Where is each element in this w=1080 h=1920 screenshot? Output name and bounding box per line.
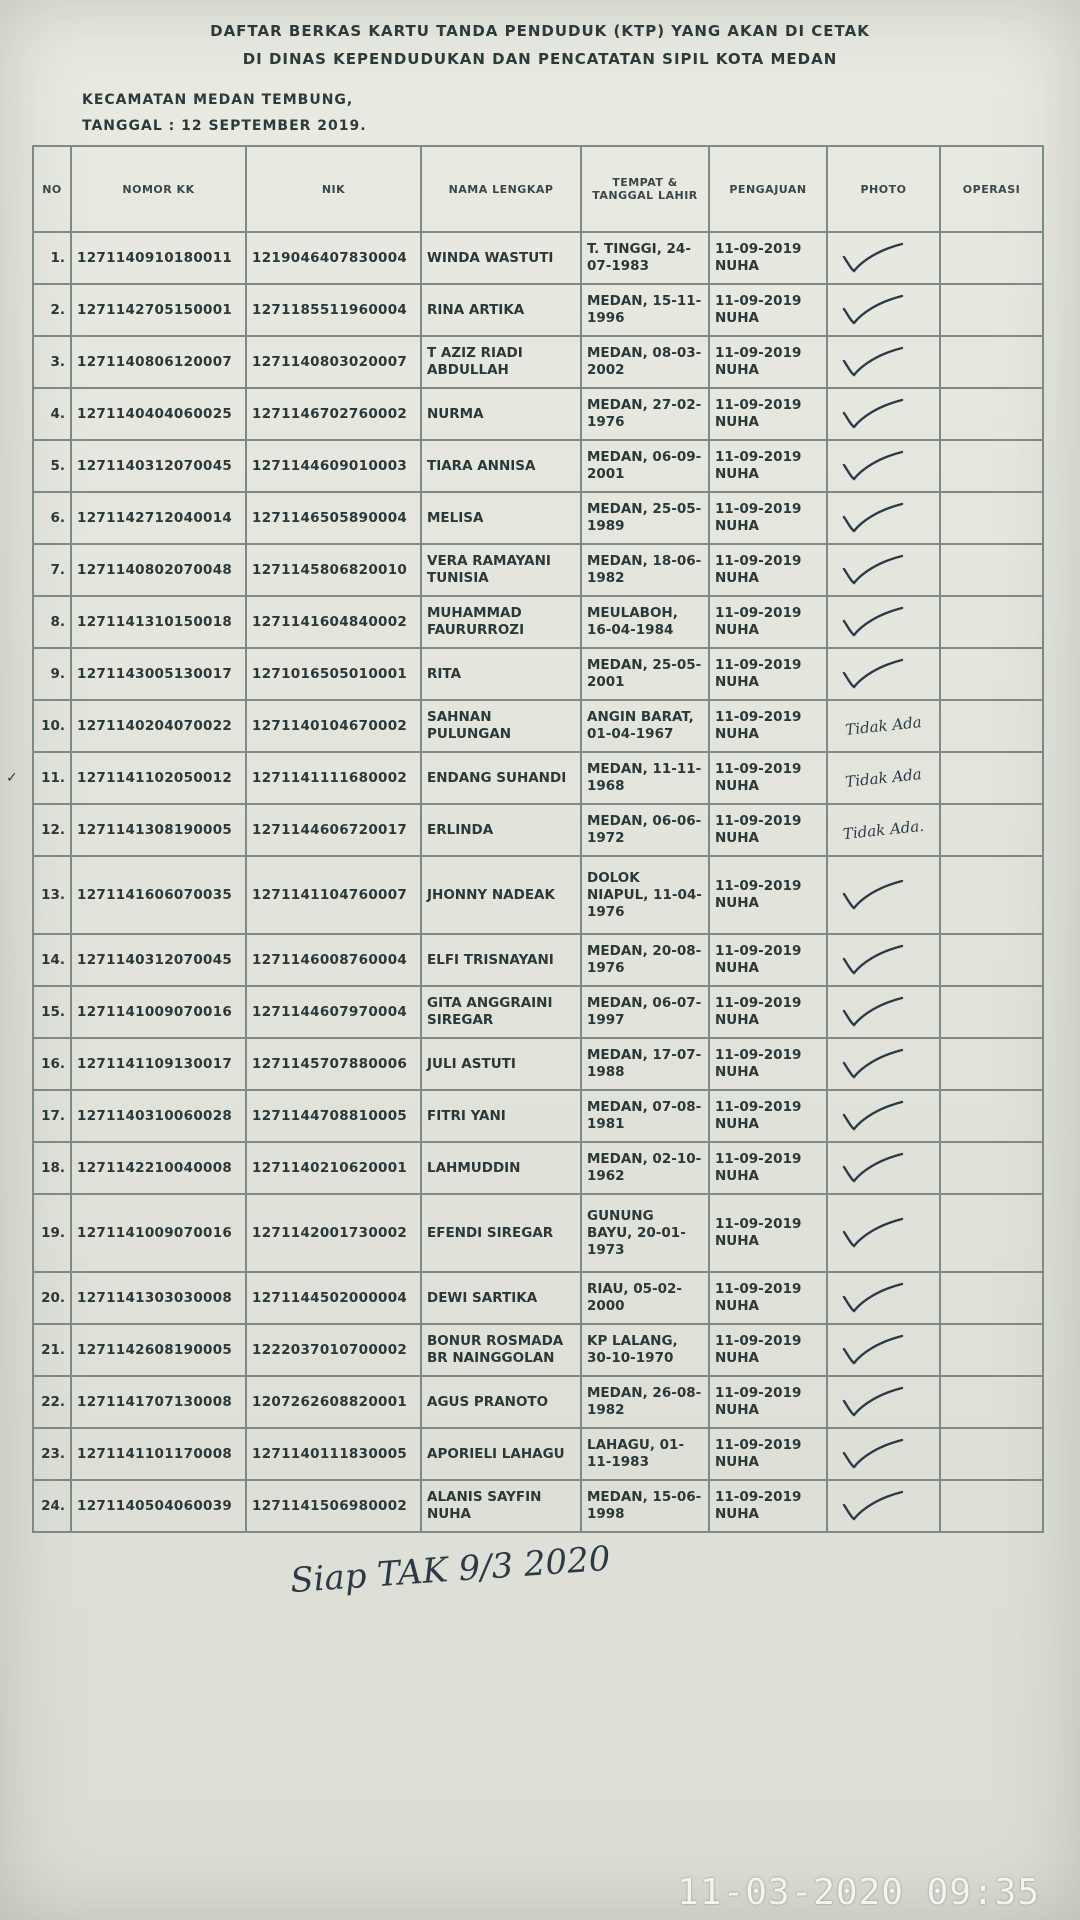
table-row — [33, 648, 1043, 700]
cell-ttl: DOLOK NIAPUL, 11-04-1976 — [581, 856, 709, 934]
cell-photo — [827, 1038, 940, 1090]
cell-no: 9. — [33, 648, 71, 700]
cell-nama: MUHAMMAD FAURURROZI — [421, 596, 581, 648]
checkmark-icon — [838, 553, 908, 587]
cell-nik: 1271141104760007 — [246, 856, 421, 934]
cell-photo — [827, 336, 940, 388]
cell-pengajuan: 11-09-2019 NUHA — [709, 856, 827, 934]
cell-nik: 1271140210620001 — [246, 1142, 421, 1194]
cell-photo — [827, 934, 940, 986]
cell-nomor-kk: 1271142608190005 — [71, 1324, 246, 1376]
checkmark-icon — [838, 1151, 908, 1185]
cell-nama: DEWI SARTIKA — [421, 1272, 581, 1324]
cell-pengajuan: 11-09-2019 NUHA — [709, 1038, 827, 1090]
cell-photo — [827, 1090, 940, 1142]
checkmark-icon — [838, 1333, 908, 1367]
cell-nama: ALANIS SAYFIN NUHA — [421, 1480, 581, 1532]
table-row — [33, 1324, 1043, 1376]
cell-photo — [827, 804, 940, 856]
cell-pengajuan: 11-09-2019 NUHA — [709, 1428, 827, 1480]
registry-table — [32, 145, 1044, 1533]
table-row — [33, 1376, 1043, 1428]
table-row — [33, 856, 1043, 934]
cell-no: 22. — [33, 1376, 71, 1428]
cell-pengajuan: 11-09-2019 NUHA — [709, 986, 827, 1038]
checkmark-icon — [838, 449, 908, 483]
checkmark-icon — [838, 995, 908, 1029]
cell-no: 21. — [33, 1324, 71, 1376]
cell-nomor-kk: 1271141310150018 — [71, 596, 246, 648]
cell-no: 1. — [33, 232, 71, 284]
cell-nama: RITA — [421, 648, 581, 700]
cell-nik: 1207262608820001 — [246, 1376, 421, 1428]
table-row — [33, 1272, 1043, 1324]
cell-operasi — [940, 232, 1043, 284]
cell-nik: 1271146008760004 — [246, 934, 421, 986]
cell-no: 19. — [33, 1194, 71, 1272]
cell-photo — [827, 1428, 940, 1480]
cell-ttl: MEDAN, 08-03-2002 — [581, 336, 709, 388]
cell-nomor-kk: 1271141102050012 — [71, 752, 246, 804]
cell-nama: VERA RAMAYANI TUNISIA — [421, 544, 581, 596]
cell-operasi — [940, 752, 1043, 804]
checkmark-icon — [838, 501, 908, 535]
cell-no: 12. — [33, 804, 71, 856]
cell-no: 14. — [33, 934, 71, 986]
table-row — [33, 388, 1043, 440]
cell-operasi — [940, 1324, 1043, 1376]
cell-operasi — [940, 1090, 1043, 1142]
cell-no: 8. — [33, 596, 71, 648]
cell-photo — [827, 492, 940, 544]
cell-ttl: MEDAN, 17-07-1988 — [581, 1038, 709, 1090]
table-header-row — [33, 146, 1043, 232]
cell-nama: WINDA WASTUTI — [421, 232, 581, 284]
cell-operasi — [940, 648, 1043, 700]
cell-nik: 1271140104670002 — [246, 700, 421, 752]
cell-photo — [827, 752, 940, 804]
margin-tick-mark: ✓ — [6, 770, 18, 786]
cell-pengajuan: 11-09-2019 NUHA — [709, 1194, 827, 1272]
cell-operasi — [940, 934, 1043, 986]
cell-nik: 1271144606720017 — [246, 804, 421, 856]
cell-pengajuan: 11-09-2019 NUHA — [709, 440, 827, 492]
col-header-nomor-kk: NOMOR KK — [71, 146, 246, 232]
cell-operasi — [940, 336, 1043, 388]
cell-photo — [827, 1272, 940, 1324]
cell-nik: 1271142001730002 — [246, 1194, 421, 1272]
cell-nomor-kk: 1271141009070016 — [71, 986, 246, 1038]
cell-nik: 1271016505010001 — [246, 648, 421, 700]
cell-nik: 1271144502000004 — [246, 1272, 421, 1324]
cell-pengajuan: 11-09-2019 NUHA — [709, 1376, 827, 1428]
cell-nama: TIARA ANNISA — [421, 440, 581, 492]
cell-pengajuan: 11-09-2019 NUHA — [709, 1142, 827, 1194]
cell-pengajuan: 11-09-2019 NUHA — [709, 648, 827, 700]
cell-operasi — [940, 1038, 1043, 1090]
cell-photo — [827, 856, 940, 934]
table-row — [33, 986, 1043, 1038]
photo-status-note: Tidak Ada. — [842, 816, 925, 843]
cell-nik: 1271141506980002 — [246, 1480, 421, 1532]
col-header-nama: NAMA LENGKAP — [421, 146, 581, 232]
cell-ttl: MEDAN, 02-10-1962 — [581, 1142, 709, 1194]
cell-operasi — [940, 1272, 1043, 1324]
photo-status-note: Tidak Ada — [844, 764, 923, 791]
cell-pengajuan: 11-09-2019 NUHA — [709, 934, 827, 986]
cell-ttl: LAHAGU, 01-11-1983 — [581, 1428, 709, 1480]
cell-nik: 1271140803020007 — [246, 336, 421, 388]
checkmark-icon — [838, 943, 908, 977]
cell-nik: 1271145806820010 — [246, 544, 421, 596]
checkmark-icon — [838, 397, 908, 431]
checkmark-icon — [838, 605, 908, 639]
checkmark-icon — [838, 1281, 908, 1315]
cell-nik: 1271144708810005 — [246, 1090, 421, 1142]
cell-pengajuan: 11-09-2019 NUHA — [709, 700, 827, 752]
cell-photo — [827, 232, 940, 284]
cell-nomor-kk: 1271142712040014 — [71, 492, 246, 544]
cell-nik: 1271144609010003 — [246, 440, 421, 492]
cell-pengajuan: 11-09-2019 NUHA — [709, 1090, 827, 1142]
cell-operasi — [940, 986, 1043, 1038]
cell-nomor-kk: 1271142705150001 — [71, 284, 246, 336]
cell-nomor-kk: 1271140910180011 — [71, 232, 246, 284]
cell-operasi — [940, 856, 1043, 934]
cell-ttl: GUNUNG BAYU, 20-01-1973 — [581, 1194, 709, 1272]
cell-pengajuan: 11-09-2019 NUHA — [709, 596, 827, 648]
cell-nik: 1271146505890004 — [246, 492, 421, 544]
checkmark-icon — [838, 345, 908, 379]
cell-nik: 1222037010700002 — [246, 1324, 421, 1376]
cell-no: 18. — [33, 1142, 71, 1194]
document-title: DAFTAR BERKAS KARTU TANDA PENDUDUK (KTP) YANG AKAN DI CETAK — [210, 22, 870, 40]
table-row — [33, 804, 1043, 856]
cell-ttl: MEDAN, 27-02-1976 — [581, 388, 709, 440]
cell-operasi — [940, 544, 1043, 596]
cell-nomor-kk: 1271141101170008 — [71, 1428, 246, 1480]
cell-ttl: ANGIN BARAT, 01-04-1967 — [581, 700, 709, 752]
cell-photo — [827, 1142, 940, 1194]
cell-nomor-kk: 1271143005130017 — [71, 648, 246, 700]
cell-ttl: MEDAN, 15-11-1996 — [581, 284, 709, 336]
cell-nik: 1271146702760002 — [246, 388, 421, 440]
photo-timestamp: 11-03-2020 09:35 — [677, 1872, 1040, 1913]
col-header-ttl: TEMPAT & TANGGAL LAHIR — [581, 146, 709, 232]
cell-ttl: MEDAN, 06-09-2001 — [581, 440, 709, 492]
cell-nama: GITA ANGGRAINI SIREGAR — [421, 986, 581, 1038]
checkmark-icon — [838, 1385, 908, 1419]
cell-photo — [827, 440, 940, 492]
table-row — [33, 232, 1043, 284]
cell-operasi — [940, 804, 1043, 856]
cell-operasi — [940, 700, 1043, 752]
checkmark-icon — [838, 1047, 908, 1081]
cell-nomor-kk: 1271140310060028 — [71, 1090, 246, 1142]
cell-nik: 1271141604840002 — [246, 596, 421, 648]
cell-nama: MELISA — [421, 492, 581, 544]
cell-no: 7. — [33, 544, 71, 596]
cell-nama: SAHNAN PULUNGAN — [421, 700, 581, 752]
handwritten-note: Siap TAK 9/3 2020 — [288, 1538, 612, 1602]
cell-operasi — [940, 492, 1043, 544]
cell-no: 23. — [33, 1428, 71, 1480]
cell-nomor-kk: 1271141308190005 — [71, 804, 246, 856]
cell-operasi — [940, 1480, 1043, 1532]
cell-ttl: T. TINGGI, 24-07-1983 — [581, 232, 709, 284]
cell-no: 6. — [33, 492, 71, 544]
cell-nama: FITRI YANI — [421, 1090, 581, 1142]
cell-no: 10. — [33, 700, 71, 752]
cell-nomor-kk: 1271140204070022 — [71, 700, 246, 752]
checkmark-icon — [838, 293, 908, 327]
cell-pengajuan: 11-09-2019 NUHA — [709, 1272, 827, 1324]
cell-operasi — [940, 440, 1043, 492]
cell-nama: ERLINDA — [421, 804, 581, 856]
table-row — [33, 1038, 1043, 1090]
cell-no: 17. — [33, 1090, 71, 1142]
cell-ttl: MEDAN, 07-08-1981 — [581, 1090, 709, 1142]
cell-nomor-kk: 1271142210040008 — [71, 1142, 246, 1194]
checkmark-icon — [838, 241, 908, 275]
cell-nomor-kk: 1271141009070016 — [71, 1194, 246, 1272]
cell-operasi — [940, 596, 1043, 648]
cell-no: 20. — [33, 1272, 71, 1324]
cell-pengajuan: 11-09-2019 NUHA — [709, 752, 827, 804]
cell-ttl: MEDAN, 11-11-1968 — [581, 752, 709, 804]
cell-nomor-kk: 1271140806120007 — [71, 336, 246, 388]
table-row — [33, 284, 1043, 336]
cell-nik: 1271140111830005 — [246, 1428, 421, 1480]
cell-nama: EFENDI SIREGAR — [421, 1194, 581, 1272]
cell-nama: BONUR ROSMADA BR NAINGGOLAN — [421, 1324, 581, 1376]
cell-nomor-kk: 1271140504060039 — [71, 1480, 246, 1532]
col-header-photo: PHOTO — [827, 146, 940, 232]
cell-photo — [827, 1480, 940, 1532]
cell-operasi — [940, 388, 1043, 440]
cell-photo — [827, 284, 940, 336]
table-row — [33, 1090, 1043, 1142]
checkmark-icon — [838, 1489, 908, 1523]
cell-nomor-kk: 1271140404060025 — [71, 388, 246, 440]
cell-pengajuan: 11-09-2019 NUHA — [709, 388, 827, 440]
cell-nik: 1219046407830004 — [246, 232, 421, 284]
cell-nama: T AZIZ RIADI ABDULLAH — [421, 336, 581, 388]
cell-no: 5. — [33, 440, 71, 492]
cell-pengajuan: 11-09-2019 NUHA — [709, 284, 827, 336]
cell-nama: ELFI TRISNAYANI — [421, 934, 581, 986]
cell-photo — [827, 1376, 940, 1428]
cell-pengajuan: 11-09-2019 NUHA — [709, 232, 827, 284]
cell-ttl: MEDAN, 15-06-1998 — [581, 1480, 709, 1532]
cell-no: 3. — [33, 336, 71, 388]
cell-no: 11. — [33, 752, 71, 804]
cell-ttl: MEDAN, 06-06-1972 — [581, 804, 709, 856]
cell-ttl: KP LALANG, 30-10-1970 — [581, 1324, 709, 1376]
table-row — [33, 1480, 1043, 1532]
cell-nomor-kk: 1271141707130008 — [71, 1376, 246, 1428]
cell-photo — [827, 986, 940, 1038]
table-row — [33, 1194, 1043, 1272]
cell-nama: APORIELI LAHAGU — [421, 1428, 581, 1480]
cell-nik: 1271144607970004 — [246, 986, 421, 1038]
table-row — [33, 336, 1043, 388]
cell-nama: JHONNY NADEAK — [421, 856, 581, 934]
cell-ttl: RIAU, 05-02-2000 — [581, 1272, 709, 1324]
checkmark-icon — [838, 878, 908, 912]
cell-nik: 1271145707880006 — [246, 1038, 421, 1090]
cell-no: 15. — [33, 986, 71, 1038]
cell-photo — [827, 1194, 940, 1272]
kecamatan-label: KECAMATAN MEDAN TEMBUNG, — [82, 92, 354, 108]
cell-nomor-kk: 1271140312070045 — [71, 440, 246, 492]
cell-nama: LAHMUDDIN — [421, 1142, 581, 1194]
cell-photo — [827, 1324, 940, 1376]
col-header-nik: NIK — [246, 146, 421, 232]
checkmark-icon — [838, 1099, 908, 1133]
cell-nama: NURMA — [421, 388, 581, 440]
cell-photo — [827, 648, 940, 700]
table-row — [33, 700, 1043, 752]
cell-no: 13. — [33, 856, 71, 934]
cell-operasi — [940, 1142, 1043, 1194]
cell-operasi — [940, 1194, 1043, 1272]
table-row — [33, 492, 1043, 544]
cell-nomor-kk: 1271141109130017 — [71, 1038, 246, 1090]
cell-ttl: MEDAN, 20-08-1976 — [581, 934, 709, 986]
checkmark-icon — [838, 657, 908, 691]
cell-ttl: MEDAN, 25-05-1989 — [581, 492, 709, 544]
cell-no: 24. — [33, 1480, 71, 1532]
cell-no: 16. — [33, 1038, 71, 1090]
cell-nomor-kk: 1271140802070048 — [71, 544, 246, 596]
cell-nik: 1271141111680002 — [246, 752, 421, 804]
cell-pengajuan: 11-09-2019 NUHA — [709, 492, 827, 544]
table-row — [33, 596, 1043, 648]
checkmark-icon — [838, 1437, 908, 1471]
cell-photo — [827, 700, 940, 752]
cell-ttl: MEDAN, 06-07-1997 — [581, 986, 709, 1038]
cell-photo — [827, 596, 940, 648]
document-subtitle: DI DINAS KEPENDUDUKAN DAN PENCATATAN SIPIL KOTA MEDAN — [242, 50, 838, 68]
cell-nik: 1271185511960004 — [246, 284, 421, 336]
cell-pengajuan: 11-09-2019 NUHA — [709, 1480, 827, 1532]
cell-nomor-kk: 1271141606070035 — [71, 856, 246, 934]
cell-ttl: MEDAN, 26-08-1982 — [581, 1376, 709, 1428]
table-row — [33, 440, 1043, 492]
table-row — [33, 752, 1043, 804]
cell-operasi — [940, 1428, 1043, 1480]
cell-nomor-kk: 1271141303030008 — [71, 1272, 246, 1324]
cell-no: 4. — [33, 388, 71, 440]
col-header-no: NO — [33, 146, 71, 232]
col-header-operasi: OPERASI — [940, 146, 1043, 232]
tanggal-label: TANGGAL : 12 SEPTEMBER 2019. — [82, 118, 367, 134]
cell-ttl: MEDAN, 25-05-2001 — [581, 648, 709, 700]
table-row — [33, 934, 1043, 986]
cell-nama: ENDANG SUHANDI — [421, 752, 581, 804]
cell-no: 2. — [33, 284, 71, 336]
cell-photo — [827, 544, 940, 596]
cell-photo — [827, 388, 940, 440]
cell-pengajuan: 11-09-2019 NUHA — [709, 1324, 827, 1376]
cell-ttl: MEULABOH, 16-04-1984 — [581, 596, 709, 648]
table-row — [33, 1142, 1043, 1194]
cell-ttl: MEDAN, 18-06-1982 — [581, 544, 709, 596]
checkmark-icon — [838, 1216, 908, 1250]
cell-pengajuan: 11-09-2019 NUHA — [709, 544, 827, 596]
col-header-pengajuan: PENGAJUAN — [709, 146, 827, 232]
cell-nama: JULI ASTUTI — [421, 1038, 581, 1090]
photo-status-note: Tidak Ada — [844, 712, 923, 739]
cell-pengajuan: 11-09-2019 NUHA — [709, 336, 827, 388]
table-row — [33, 544, 1043, 596]
cell-nomor-kk: 1271140312070045 — [71, 934, 246, 986]
cell-operasi — [940, 1376, 1043, 1428]
cell-nama: AGUS PRANOTO — [421, 1376, 581, 1428]
cell-nama: RINA ARTIKA — [421, 284, 581, 336]
table-row — [33, 1428, 1043, 1480]
cell-pengajuan: 11-09-2019 NUHA — [709, 804, 827, 856]
cell-operasi — [940, 284, 1043, 336]
